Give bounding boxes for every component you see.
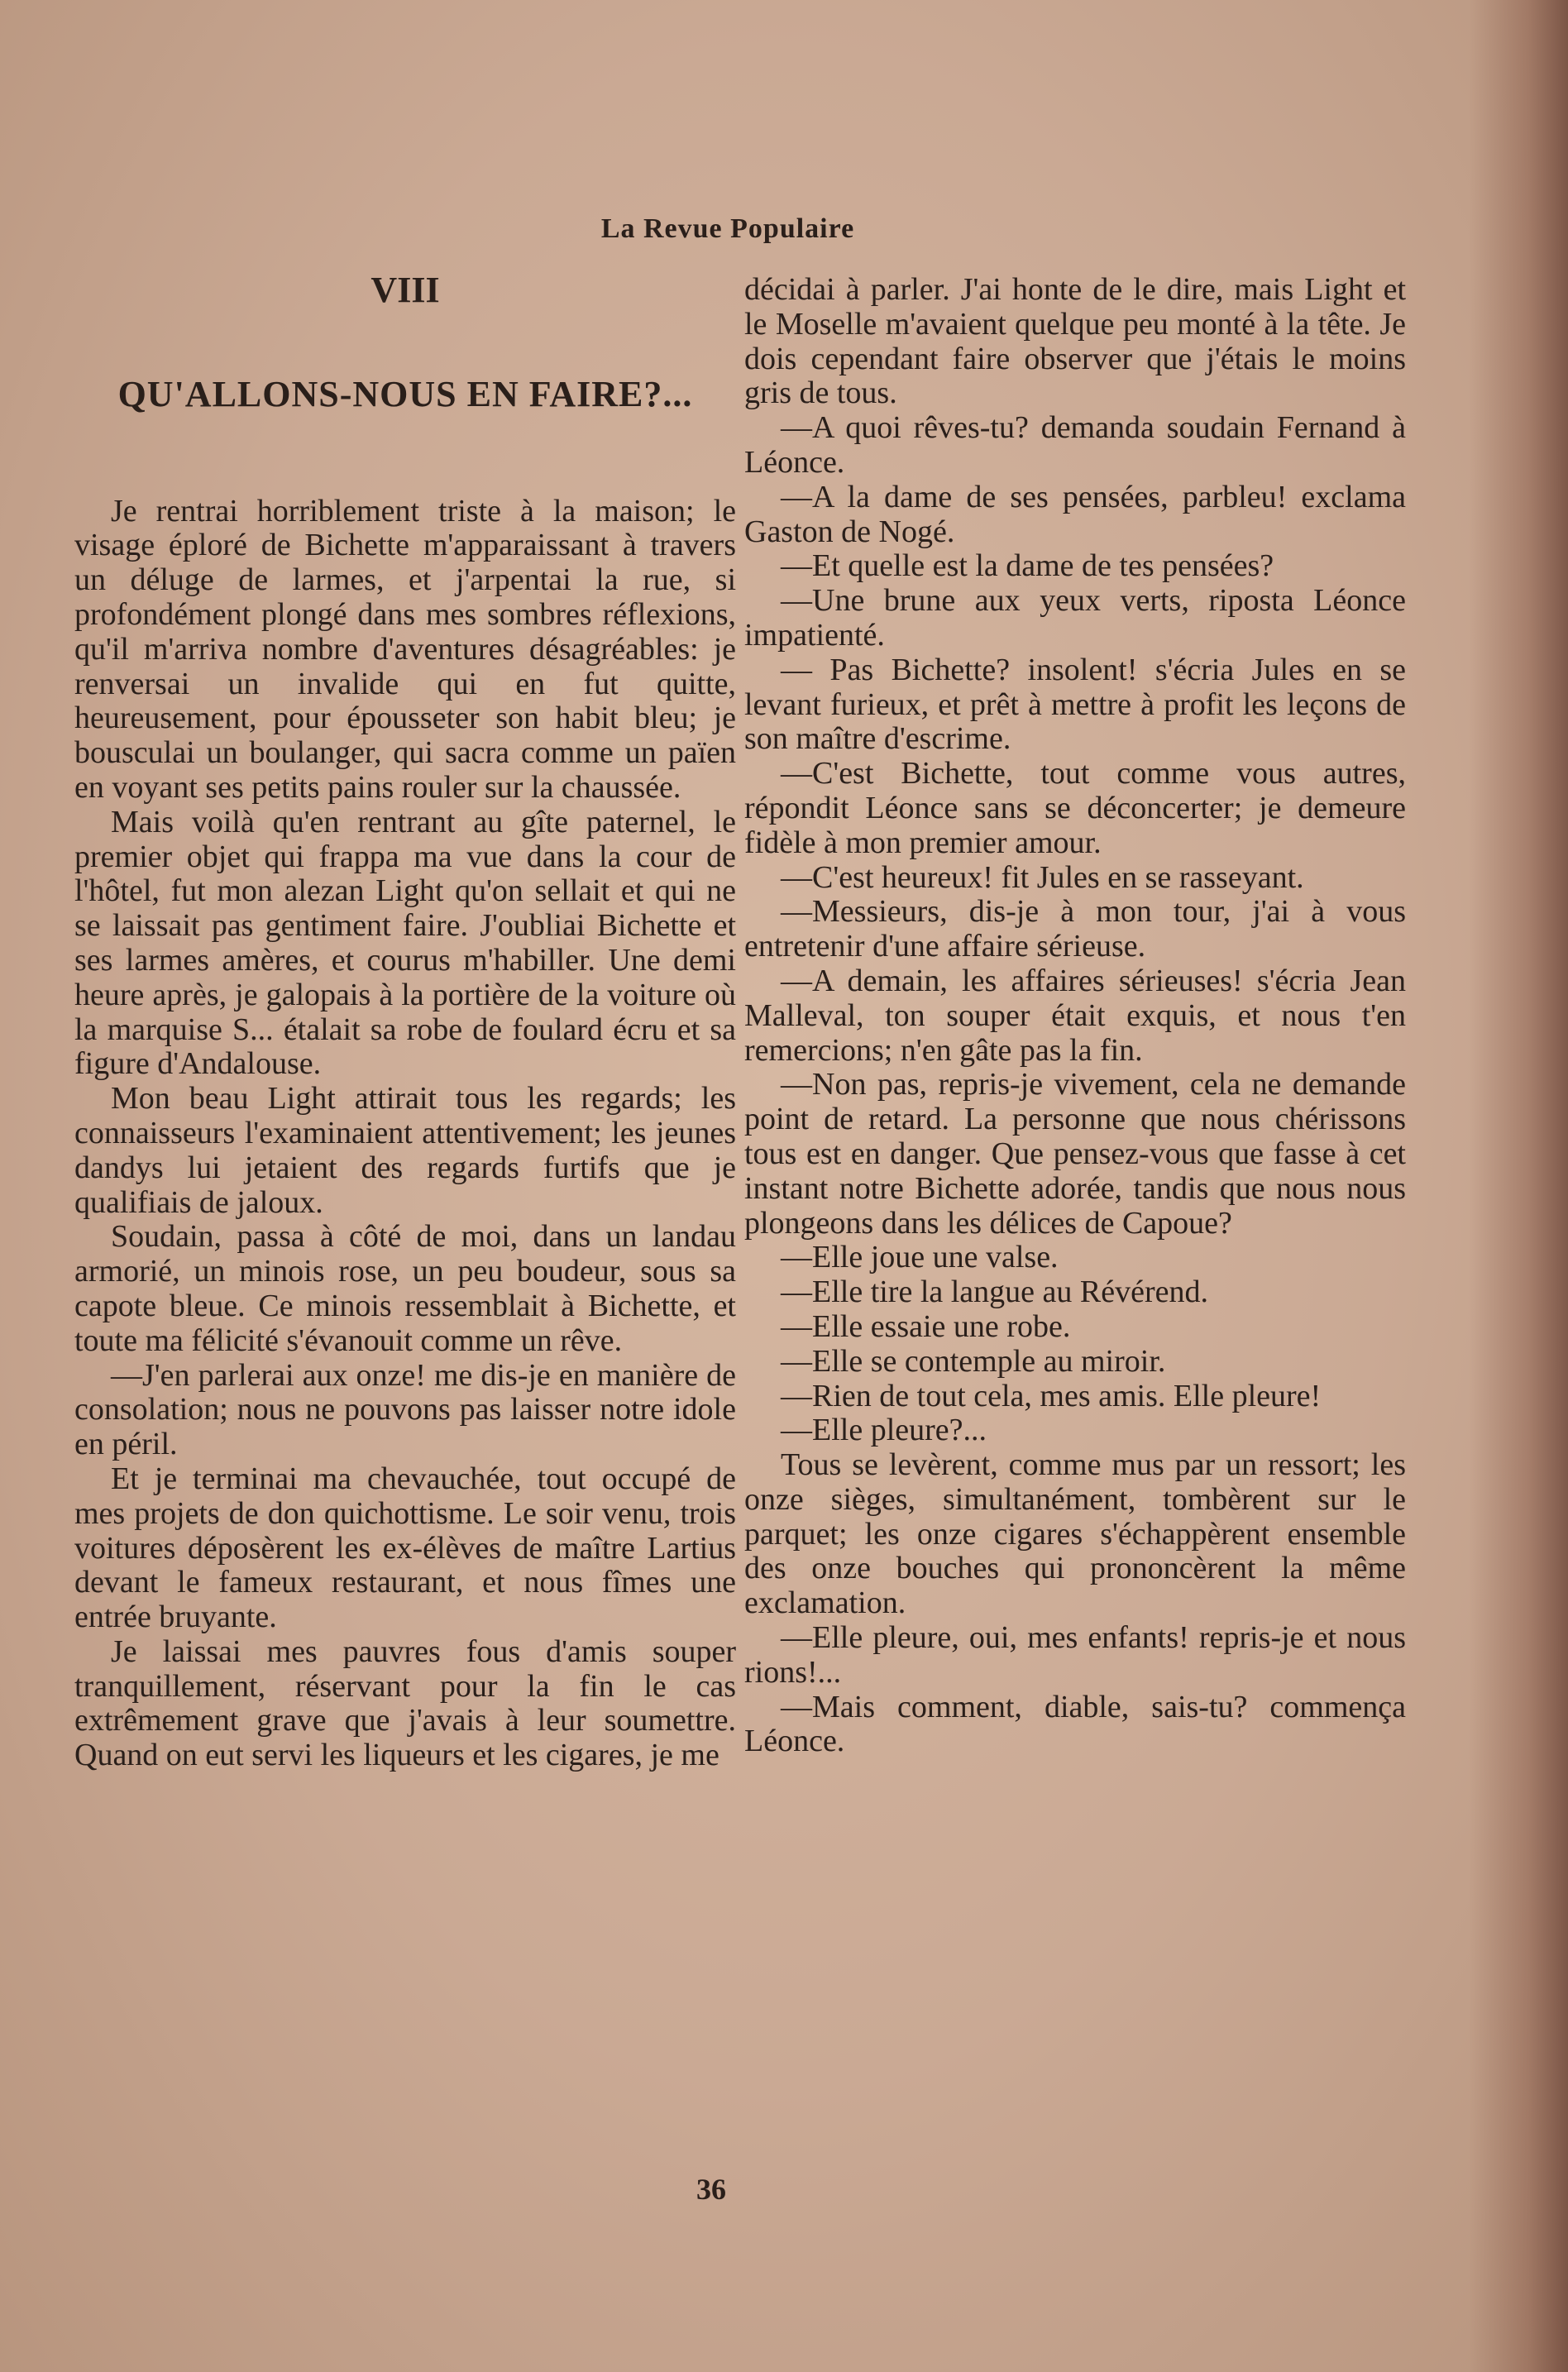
paragraph: —Rien de tout cela, mes amis. Elle pleure!	[781, 1378, 1322, 1413]
page-number: 36	[696, 2173, 726, 2206]
page-edge-shadow	[1469, 0, 1568, 2372]
left-column	[74, 270, 736, 1773]
paragraph: —Elle tire la langue au Révérend.	[781, 1274, 1209, 1310]
paragraph: —A quoi rêves-tu? demanda soudain Fernand à Léonce.	[744, 410, 1406, 480]
running-head: La Revue Populaire	[600, 213, 855, 244]
paragraph: décidai à parler. J'ai honte de le dire, mais Light et le Moselle m'avaient quelque peu monté à la tête. Je dois cependant faire observer que j'étais le moins gris de tous.	[744, 272, 1406, 411]
paragraph: —Et quelle est la dame de tes pensées?	[781, 548, 1274, 584]
paragraph: —C'est Bichette, tout comme vous autres, répondit Léonce sans se déconcerter; je demeure fidèle à mon premier amour.	[744, 756, 1406, 860]
paragraph: —Une brune aux yeux verts, riposta Léonce impatienté.	[744, 583, 1406, 653]
paragraph: — Pas Bichette? insolent! s'écria Jules en se levant furieux, et prêt à mettre à profit les leçons de son maître d'escrime.	[744, 652, 1406, 757]
paragraph: Mon beau Light attirait tous les regards; les connaisseurs l'examinaient attentivement; les jeunes dandys lui jetaient des regards furtifs que je qualifiais de jaloux.	[74, 1081, 736, 1220]
paragraph: —J'en parlerai aux onze! me dis-je en manière de consolation; nous ne pouvons pas laisser notre idole en péril.	[74, 1357, 736, 1462]
paragraph: —Non pas, repris-je vivement, cela ne demande point de retard. La personne que nous chérissons tous est en danger. Que pensez-vous que fasse à cet instant notre Bichette adorée, tandis que nous nous plongeons dans les délices de Capoue?	[744, 1067, 1406, 1241]
paragraph: —Mais comment, diable, sais-tu? commença Léonce.	[744, 1689, 1406, 1759]
paragraph: —A demain, les affaires sérieuses! s'écria Jean Malleval, ton souper était exquis, et nous t'en remercions; n'en gâte pas la fin.	[744, 963, 1406, 1068]
paragraph: —Elle se contemple au miroir.	[781, 1343, 1166, 1379]
paragraph: Je laissai mes pauvres fous d'amis souper tranquillement, réservant pour la fin le cas extrêmement grave que j'avais à leur soumettre. Quand on eut servi les liqueurs et les cigares, je me	[74, 1633, 736, 1773]
paragraph: Tous se levèrent, comme mus par un ressort; les onze sièges, simultanément, tombèrent sur le parquet; les onze cigares s'échappèrent ensemble des onze bouches qui prononcèrent la même exclamation.	[744, 1447, 1406, 1621]
paragraph: Et je terminai ma chevauchée, tout occupé de mes projets de don quichottisme. Le soir venu, trois voitures déposèrent les ex-élèves de maître Lartius devant le fameux restaurant, et nous fîmes une entrée bruyante.	[74, 1461, 736, 1635]
paragraph: Soudain, passa à côté de moi, dans un landau armorié, un minois rose, un peu boudeur, sous sa capote bleue. Ce minois ressemblait à Bichette, et toute ma félicité s'évanouit comme un rêve.	[74, 1219, 736, 1358]
chapter-number: VIII	[370, 270, 440, 310]
paragraph: —A la dame de ses pensées, parbleu! exclama Gaston de Nogé.	[744, 479, 1406, 549]
paragraph: Mais voilà qu'en rentrant au gîte paternel, le premier objet qui frappa ma vue dans la cour de l'hôtel, fut mon alezan Light qu'on sellait et qui ne se laissait pas gentiment faire. J'oubliai Bichette et ses larmes amères, et courus m'habiller. Une demi heure après, je galopais à la portière de la voiture où la marquise S... étalait sa robe de foulard écru et sa figure d'Andalouse.	[74, 804, 736, 1082]
paragraph: Je rentrai horriblement triste à la maison; le visage éploré de Bichette m'apparaissant à travers un déluge de larmes, et j'arpentai la rue, si profondément plongé dans mes sombres réflexions, qu'il m'arriva nombre d'aventures désagréables: je renversai un invalide qui en fut quitte, heureusement, pour épousseter son habit bleu; je bousculai un boulanger, qui sacra comme un païen en voyant ses petits pains rouler sur la chaussée.	[74, 493, 736, 805]
paragraph: —Elle pleure?...	[781, 1413, 987, 1448]
paragraph: —Elle pleure, oui, mes enfants! repris-je et nous rions!...	[744, 1620, 1406, 1690]
paragraph: —Elle essaie une robe.	[781, 1308, 1071, 1344]
paragraph: —Elle joue une valse.	[781, 1240, 1059, 1275]
paragraph: —Messieurs, dis-je à mon tour, j'ai à vous entretenir d'une affaire sérieuse.	[744, 894, 1406, 964]
paragraph: —C'est heureux! fit Jules en se rasseyant.	[781, 859, 1304, 895]
right-column	[744, 273, 1406, 1759]
chapter-title: QU'ALLONS-NOUS EN FAIRE?...	[117, 373, 693, 414]
